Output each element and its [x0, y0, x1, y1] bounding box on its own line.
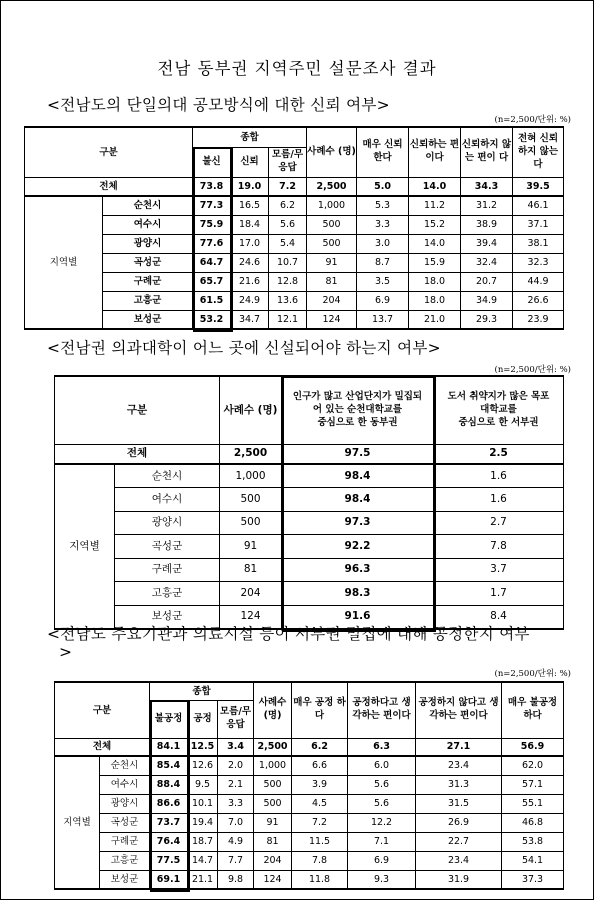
header-total-group: 종합	[193, 127, 307, 147]
cell: 31.9	[416, 870, 502, 889]
cell: 5.3	[357, 196, 409, 215]
table-row	[55, 582, 564, 606]
cell: 73.7	[150, 813, 188, 832]
cell: 204	[254, 851, 292, 870]
cell: 10.7	[269, 253, 307, 272]
region-name: 구례군	[115, 558, 220, 582]
table-row	[55, 488, 564, 512]
region-name: 고흥군	[100, 851, 150, 870]
survey3-table	[54, 681, 564, 890]
region-name: 고흥군	[103, 291, 193, 310]
cell: 53.8	[502, 832, 564, 851]
table-row	[55, 870, 564, 889]
cell: 31.5	[416, 794, 502, 813]
header-fair-total: 공정	[188, 700, 218, 738]
cell: 3.3	[218, 794, 254, 813]
cell: 1,000	[254, 756, 292, 775]
region-name: 광양시	[103, 234, 193, 253]
cell: 55.1	[502, 794, 564, 813]
cell: 3.7	[434, 558, 564, 582]
header-trust: 신뢰하는 편이다	[409, 127, 461, 177]
header-east-line: 인구가 많고 산업단지가 밀집되	[292, 391, 423, 403]
table-row	[55, 558, 564, 582]
cell: 500	[307, 234, 357, 253]
section2-unit: (n=2,500/단위: %)	[494, 365, 571, 375]
cell: 18.4	[231, 215, 269, 234]
cell: 31.3	[416, 775, 502, 794]
cell: 91	[220, 535, 282, 559]
region-name: 곡성군	[115, 535, 220, 559]
cell: 500	[307, 215, 357, 234]
cell: 12.8	[269, 272, 307, 291]
cell: 23.9	[513, 310, 564, 329]
cell: 73.8	[193, 177, 231, 196]
header-east	[282, 376, 434, 444]
cell: 15.2	[409, 215, 461, 234]
cell: 7.7	[218, 851, 254, 870]
section3-unit: (n=2,500/단위: %)	[494, 669, 571, 679]
header-group: 구분	[25, 127, 193, 177]
cell: 13.6	[269, 291, 307, 310]
cell: 3.4	[218, 738, 254, 756]
cell: 7.8	[292, 851, 348, 870]
cell: 24.9	[231, 291, 269, 310]
cell: 75.9	[193, 215, 231, 234]
cell: 4.5	[292, 794, 348, 813]
cell: 77.5	[150, 851, 188, 870]
cell: 500	[220, 488, 282, 512]
cell: 7.8	[434, 535, 564, 559]
row-label: 전체	[55, 738, 150, 756]
cell: 9.3	[348, 870, 416, 889]
table-row-total	[55, 738, 564, 756]
cell: 5.4	[269, 234, 307, 253]
header-unknown: 모름/무응답	[269, 147, 307, 177]
header-cases: 사례수 (명)	[307, 127, 357, 177]
cell: 1,000	[307, 196, 357, 215]
table-row	[55, 511, 564, 535]
cell: 11.2	[409, 196, 461, 215]
region-name: 고흥군	[115, 582, 220, 606]
cell: 3.0	[357, 234, 409, 253]
cell: 9.5	[188, 775, 218, 794]
header-cases: 사례수 (명)	[254, 682, 292, 738]
header-unknown: 모름/무응답	[218, 700, 254, 738]
cell: 2,500	[254, 738, 292, 756]
cell: 2,500	[307, 177, 357, 196]
table-row	[55, 464, 564, 488]
cell: 6.2	[269, 196, 307, 215]
table-row	[25, 215, 564, 234]
cell: 76.4	[150, 832, 188, 851]
header-east-line: 어 있는 순천대학교를	[312, 403, 403, 415]
cell: 500	[254, 794, 292, 813]
cell: 65.7	[193, 272, 231, 291]
cell: 6.6	[292, 756, 348, 775]
region-name: 순천시	[100, 756, 150, 775]
header-west-line: 도서 취약지가 많은 목포	[447, 391, 550, 403]
cell: 31.2	[461, 196, 513, 215]
region-name: 곡성군	[103, 253, 193, 272]
cell: 7.0	[218, 813, 254, 832]
header-never-trust: 전혀 신뢰 하지 않는 다	[513, 127, 564, 177]
table-row	[25, 291, 564, 310]
cell: 7.2	[292, 813, 348, 832]
cell: 500	[254, 775, 292, 794]
cell: 2.0	[218, 756, 254, 775]
cell: 21.0	[409, 310, 461, 329]
cell: 86.6	[150, 794, 188, 813]
cell: 5.6	[348, 794, 416, 813]
cell: 1.7	[434, 582, 564, 606]
header-west-line: 대학교를	[480, 403, 517, 415]
cell: 91	[254, 813, 292, 832]
cell: 16.5	[231, 196, 269, 215]
cell: 32.4	[461, 253, 513, 272]
survey1-table	[24, 126, 564, 330]
cell: 85.4	[150, 756, 188, 775]
region-name: 여수시	[115, 488, 220, 512]
cell: 22.7	[416, 832, 502, 851]
cell: 56.9	[502, 738, 564, 756]
cell: 77.6	[193, 234, 231, 253]
cell: 39.5	[513, 177, 564, 196]
region-name: 여수시	[100, 775, 150, 794]
cell: 62.0	[502, 756, 564, 775]
table-row	[55, 756, 564, 775]
cell: 2,500	[220, 444, 282, 464]
cell: 81	[254, 832, 292, 851]
cell: 46.8	[502, 813, 564, 832]
region-name: 보성군	[103, 310, 193, 329]
cell: 34.9	[461, 291, 513, 310]
region-group-label: 지역별	[55, 464, 115, 629]
section3-heading-end: >	[59, 643, 73, 661]
cell: 21.1	[188, 870, 218, 889]
cell: 44.9	[513, 272, 564, 291]
table-row	[55, 794, 564, 813]
cell: 12.1	[269, 310, 307, 329]
header-unfair-total: 불공정	[150, 700, 188, 738]
cell: 18.0	[409, 272, 461, 291]
cell: 14.0	[409, 234, 461, 253]
table-row	[55, 851, 564, 870]
table-row	[55, 535, 564, 559]
cell: 98.4	[282, 464, 434, 488]
cell: 8.7	[357, 253, 409, 272]
section2-heading: <전남권 의과대학이 어느 곳에 신설되어야 하는지 여부>	[47, 339, 441, 357]
cell: 24.6	[231, 253, 269, 272]
cell: 2.5	[434, 444, 564, 464]
survey2-table	[54, 375, 564, 630]
region-name: 구례군	[103, 272, 193, 291]
cell: 37.3	[502, 870, 564, 889]
header-west-line: 중심으로 한 서부권	[458, 416, 539, 428]
cell: 53.2	[193, 310, 231, 329]
cell: 14.7	[188, 851, 218, 870]
table-row	[25, 234, 564, 253]
table-row	[25, 272, 564, 291]
region-name: 구례군	[100, 832, 150, 851]
cell: 15.9	[409, 253, 461, 272]
table-row	[55, 813, 564, 832]
cell: 12.2	[348, 813, 416, 832]
cell: 8.4	[434, 605, 564, 629]
table-row-total	[55, 444, 564, 464]
cell: 23.4	[416, 756, 502, 775]
cell: 38.9	[461, 215, 513, 234]
cell: 1.6	[434, 488, 564, 512]
header-very-unfair: 매우 불공정 하다	[502, 682, 564, 738]
cell: 27.1	[416, 738, 502, 756]
cell: 92.2	[282, 535, 434, 559]
cell: 19.0	[231, 177, 269, 196]
row-label: 전체	[55, 444, 220, 464]
cell: 10.1	[188, 794, 218, 813]
cell: 2.7	[434, 511, 564, 535]
cell: 3.5	[357, 272, 409, 291]
cell: 2.1	[218, 775, 254, 794]
region-name: 보성군	[115, 605, 220, 629]
cell: 98.3	[282, 582, 434, 606]
cell: 97.3	[282, 511, 434, 535]
region-name: 순천시	[103, 196, 193, 215]
table-row	[55, 775, 564, 794]
cell: 34.3	[461, 177, 513, 196]
cell: 46.1	[513, 196, 564, 215]
cell: 1,000	[220, 464, 282, 488]
region-group-label: 지역별	[55, 756, 100, 889]
row-label: 전체	[25, 177, 193, 196]
header-unfair: 공정하지 않다고 생각하는 편이다	[416, 682, 502, 738]
cell: 7.2	[269, 177, 307, 196]
cell: 81	[307, 272, 357, 291]
page-title: 전남 동부권 지역주민 설문조사 결과	[157, 59, 437, 78]
section3-heading: <전남도 주요기관과 의료시설 등이 서부권 밀집에 대해 공정한지 여부	[47, 625, 530, 643]
cell: 204	[220, 582, 282, 606]
cell: 12.6	[188, 756, 218, 775]
table-row-total	[25, 177, 564, 196]
header-very-trust: 매우 신뢰 한다	[357, 127, 409, 177]
cell: 14.0	[409, 177, 461, 196]
header-trust-total: 신뢰	[231, 147, 269, 177]
region-name: 광양시	[100, 794, 150, 813]
header-distrust: 불신	[193, 147, 231, 177]
cell: 3.3	[357, 215, 409, 234]
cell: 38.1	[513, 234, 564, 253]
section1-heading: <전남도의 단일의대 공모방식에 대한 신뢰 여부>	[47, 96, 390, 114]
cell: 17.0	[231, 234, 269, 253]
cell: 6.2	[292, 738, 348, 756]
cell: 84.1	[150, 738, 188, 756]
cell: 77.3	[193, 196, 231, 215]
cell: 500	[220, 511, 282, 535]
cell: 3.9	[292, 775, 348, 794]
cell: 19.4	[188, 813, 218, 832]
cell: 26.6	[513, 291, 564, 310]
header-total-group: 종합	[150, 682, 254, 700]
region-name: 곡성군	[100, 813, 150, 832]
cell: 23.4	[416, 851, 502, 870]
cell: 124	[220, 605, 282, 629]
region-group-label: 지역별	[25, 196, 103, 329]
cell: 88.4	[150, 775, 188, 794]
region-name: 보성군	[100, 870, 150, 889]
cell: 69.1	[150, 870, 188, 889]
cell: 29.3	[461, 310, 513, 329]
cell: 5.6	[269, 215, 307, 234]
header-east-line: 중심으로 한 동부권	[317, 416, 398, 428]
cell: 6.9	[357, 291, 409, 310]
cell: 18.0	[409, 291, 461, 310]
cell: 97.5	[282, 444, 434, 464]
cell: 13.7	[357, 310, 409, 329]
header-west	[434, 376, 564, 444]
cell: 11.8	[292, 870, 348, 889]
region-name: 순천시	[115, 464, 220, 488]
header-fair: 공정하다고 생각하는 편이다	[348, 682, 416, 738]
cell: 96.3	[282, 558, 434, 582]
cell: 7.1	[348, 832, 416, 851]
cell: 5.0	[357, 177, 409, 196]
table-row	[25, 196, 564, 215]
cell: 26.9	[416, 813, 502, 832]
cell: 39.4	[461, 234, 513, 253]
table-row	[25, 253, 564, 272]
cell: 98.4	[282, 488, 434, 512]
cell: 11.5	[292, 832, 348, 851]
header-group: 구분	[55, 682, 150, 738]
cell: 91.6	[282, 605, 434, 629]
header-cases: 사례수 (명)	[220, 376, 282, 444]
cell: 81	[220, 558, 282, 582]
cell: 6.3	[348, 738, 416, 756]
table-row	[25, 310, 564, 329]
cell: 5.6	[348, 775, 416, 794]
header-not-trust: 신뢰하지 않는 편이 다	[461, 127, 513, 177]
cell: 124	[307, 310, 357, 329]
cell: 204	[307, 291, 357, 310]
cell: 9.8	[218, 870, 254, 889]
cell: 6.9	[348, 851, 416, 870]
cell: 61.5	[193, 291, 231, 310]
cell: 54.1	[502, 851, 564, 870]
cell: 34.7	[231, 310, 269, 329]
cell: 12.5	[188, 738, 218, 756]
region-name: 광양시	[115, 511, 220, 535]
cell: 20.7	[461, 272, 513, 291]
cell: 57.1	[502, 775, 564, 794]
cell: 18.7	[188, 832, 218, 851]
section1-unit: (n=2,500/단위: %)	[494, 115, 571, 125]
cell: 6.0	[348, 756, 416, 775]
cell: 21.6	[231, 272, 269, 291]
cell: 4.9	[218, 832, 254, 851]
cell: 124	[254, 870, 292, 889]
region-name: 여수시	[103, 215, 193, 234]
header-very-fair: 매우 공정 하다	[292, 682, 348, 738]
table-row	[55, 832, 564, 851]
cell: 37.1	[513, 215, 564, 234]
cell: 91	[307, 253, 357, 272]
cell: 64.7	[193, 253, 231, 272]
header-group: 구분	[55, 376, 220, 444]
cell: 1.6	[434, 464, 564, 488]
cell: 32.3	[513, 253, 564, 272]
